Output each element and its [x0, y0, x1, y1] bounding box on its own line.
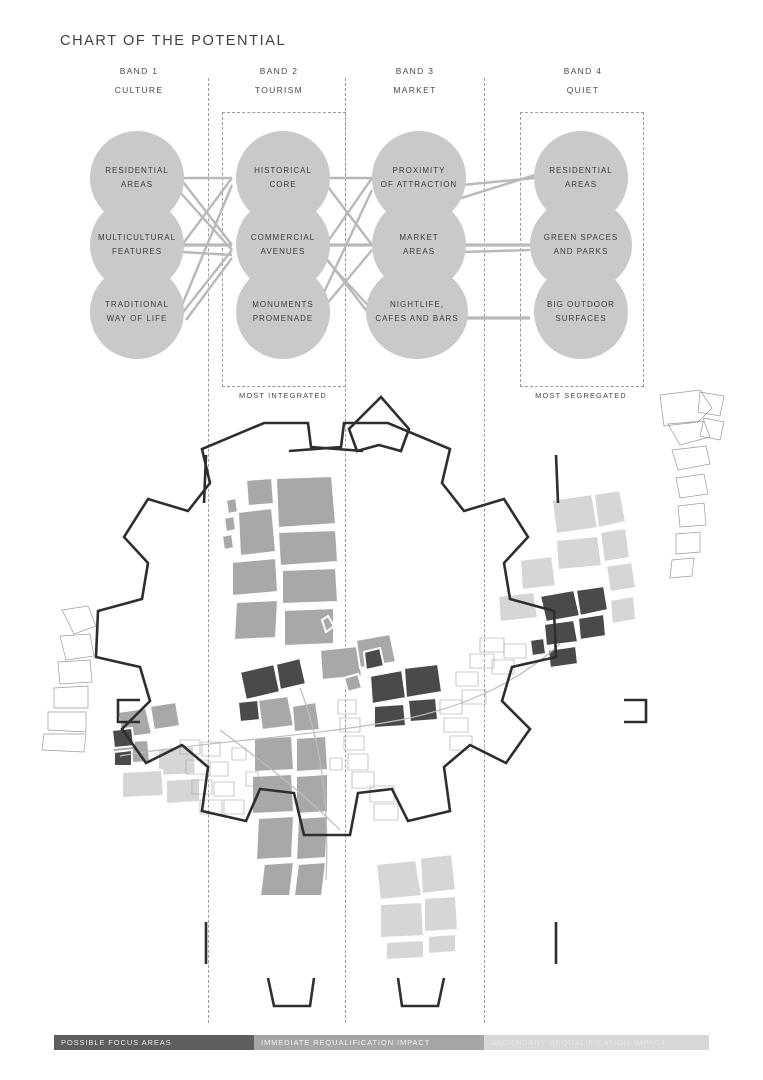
- node-line-2: SURFACES: [555, 314, 607, 323]
- node-line-1: NIGHTLIFE,: [389, 300, 444, 309]
- band-header-2: [209, 66, 349, 95]
- map-street-parcels: [180, 638, 526, 820]
- node-line-1: MONUMENTS: [252, 300, 314, 309]
- legend-item-possible-focus-areas: POSSIBLE FOCUS AREAS: [54, 1035, 254, 1050]
- node-line-2: WAY OF LIFE: [106, 314, 168, 323]
- node-line-2: FEATURES: [111, 247, 163, 256]
- band-subtitle: TOURISM: [254, 85, 304, 95]
- band-name: BAND 2: [259, 66, 299, 76]
- node-traditional-way-of-life[interactable]: [90, 265, 184, 359]
- node-line-2: AREAS: [564, 180, 598, 189]
- group-label-most-integrated: MOST INTEGRATED: [239, 391, 327, 400]
- band-subtitle: CULTURE: [114, 85, 164, 95]
- map-outlying-blocks-right: [660, 390, 724, 578]
- map-districts-light: [122, 490, 636, 960]
- node-line-1: MULTICULTURAL: [97, 233, 177, 242]
- node-line-2: AREAS: [402, 247, 436, 256]
- node-monuments-promenade[interactable]: [236, 265, 330, 359]
- legend-item-immediate-impact: IMMEDIATE REQUALIFICATION IMPACT: [254, 1035, 484, 1050]
- node-line-2: CAFES AND BARS: [375, 314, 459, 323]
- node-nightlife-cafes-and-bars[interactable]: [366, 265, 468, 359]
- node-line-1: MARKET: [399, 233, 439, 242]
- node-line-2: AREAS: [120, 180, 154, 189]
- node-line-1: RESIDENTIAL: [105, 166, 169, 175]
- node-line-2: OF ATTRACTION: [380, 180, 458, 189]
- node-line-2: AND PARKS: [553, 247, 609, 256]
- node-line-1: GREEN SPACES: [543, 233, 619, 242]
- node-line-1: HISTORICAL: [254, 166, 312, 175]
- map-main-streets: [120, 644, 560, 880]
- map-districts-dark: [112, 586, 608, 766]
- node-line-1: BIG OUTDOOR: [547, 300, 615, 309]
- band-subtitle: MARKET: [393, 85, 437, 95]
- node-line-1: RESIDENTIAL: [549, 166, 613, 175]
- page-title: CHART OF THE POTENTIAL: [60, 33, 287, 49]
- band-header-3: [345, 66, 485, 95]
- map-districts-mid: [112, 476, 396, 896]
- band-header-1: [69, 66, 209, 95]
- node-line-2: CORE: [269, 180, 297, 189]
- legend-item-secondary-impact: SECONDARY REQUALIFICATION IMPACT: [484, 1035, 709, 1050]
- node-line-1: PROXIMITY: [392, 166, 446, 175]
- band-name: BAND 1: [119, 66, 159, 76]
- map-boundary-outline: [96, 397, 646, 1006]
- node-line-2: PROMENADE: [252, 314, 314, 323]
- node-line-2: AVENUES: [260, 247, 306, 256]
- legend: [54, 1035, 709, 1050]
- band-subtitle: QUIET: [566, 85, 600, 95]
- node-big-outdoor-surfaces[interactable]: [534, 265, 628, 359]
- node-line-1: TRADITIONAL: [105, 300, 169, 309]
- band-name: BAND 4: [563, 66, 603, 76]
- group-label-most-segregated: MOST SEGREGATED: [535, 391, 627, 400]
- band-header-4: [513, 66, 653, 95]
- band-divider-1: [208, 78, 209, 1023]
- band-divider-3: [484, 78, 485, 1023]
- node-line-1: COMMERCIAL: [250, 233, 316, 242]
- map-outlying-blocks-left: [42, 606, 96, 752]
- band-name: BAND 3: [395, 66, 435, 76]
